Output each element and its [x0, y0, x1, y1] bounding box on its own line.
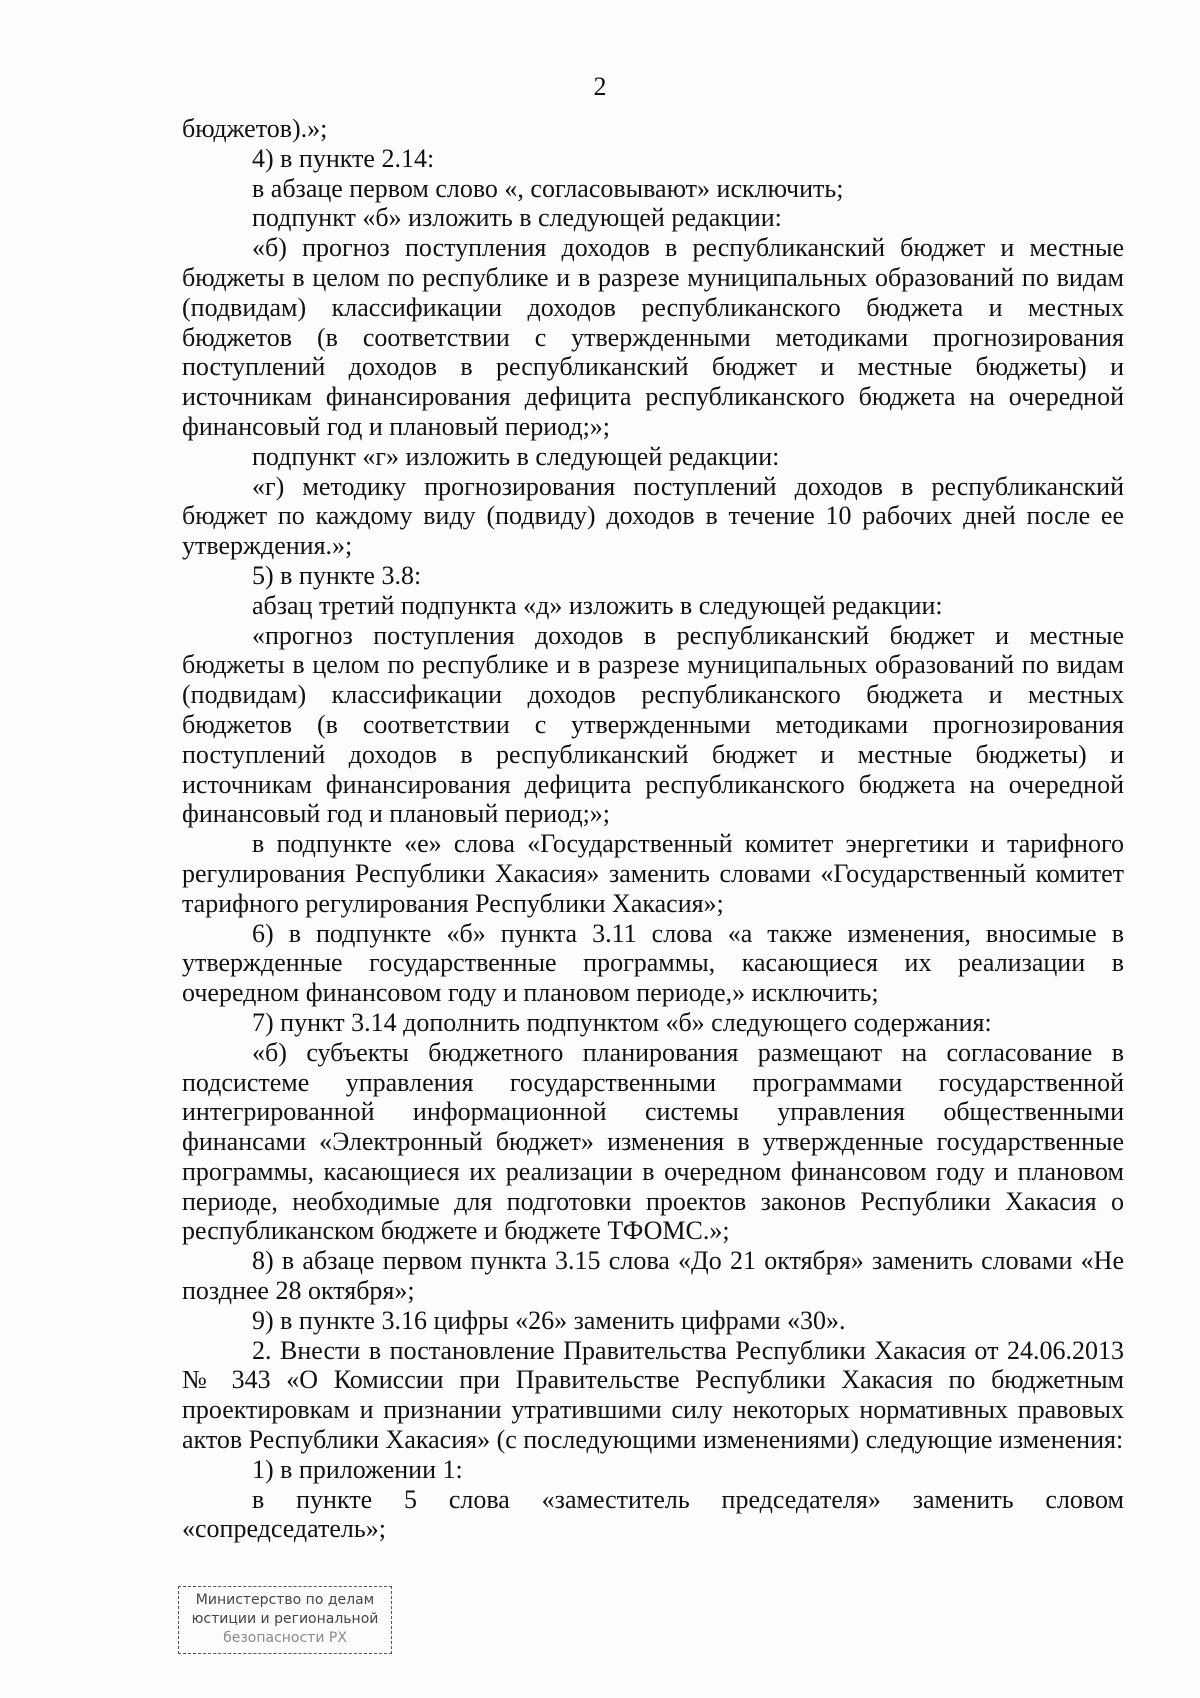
paragraph-subitem-b-intro: подпункт «б» изложить в следующей редакции:: [252, 203, 782, 233]
paragraph-section-2: 2. Внести в постановление Правительства Республики Хакасия от 24.06.2013 № 343 «О Комиссии при Правительстве Республики Хакасия по бюджетным проектировкам и признании утратившими силу некоторых нормативных правовых актов Республики Хакасия» (с последующими изменениями) следующие изменения:: [182, 1335, 1124, 1455]
paragraph-item-9: 9) в пункте 3.16 цифры «26» заменить цифрами «30».: [252, 1305, 846, 1335]
document-body: [182, 114, 1124, 1544]
paragraph-budgets-end: бюджетов).»;: [182, 114, 328, 143]
stamp-line-3: безопасности РХ: [223, 1630, 347, 1646]
paragraph-subitem-g-intro: подпункт «г» изложить в следующей редакции:: [252, 441, 780, 471]
stamp-line-2: юстиции и региональной: [191, 1611, 379, 1627]
registration-stamp: [178, 1586, 392, 1654]
paragraph-subjects-text: «б) субъекты бюджетного планирования размещают на согласование в подсистеме управления государственными программами государственной интегрированной информационной системы управления общественными финансами «Электронный бюджет» изменения в утвержденные государственные программы, касающиеся их реализации в очередном финансовом году и плановом периоде, необходимые для подготовки проектов законов Республики Хакасия о республиканском бюджете и бюджете ТФОМС.»;: [182, 1037, 1124, 1246]
paragraph-item-8: 8) в абзаце первом пункта 3.15 слова «До 21 октября» заменить словами «Не позднее 28 октября»;: [182, 1246, 1124, 1306]
paragraph-appendix-1: 1) в приложении 1:: [252, 1454, 463, 1484]
paragraph-subitem-b-text: «б) прогноз поступления доходов в республиканский бюджет и местные бюджеты в целом по республике и в разрезе муниципальных образований по видам (подвидам) классификации доходов республиканского бюджета и местных бюджетов (в соответствии с утвержденными методиками прогнозирования поступлений доходов в республиканский бюджет и местные бюджеты) и источникам финансирования дефицита республиканского бюджета на очередной финансовый год и плановый период;»;: [182, 233, 1124, 441]
paragraph-item-5-replace: в пункте 5 слова «заместитель председателя» заменить словом «сопредседатель»;: [182, 1484, 1124, 1544]
paragraph-item-7: 7) пункт 3.14 дополнить подпунктом «б» следующего содержания:: [252, 1007, 992, 1037]
paragraph-item-5: 5) в пункте 3.8:: [252, 560, 422, 590]
paragraph-third-abzac: абзац третий подпункта «д» изложить в следующей редакции:: [252, 590, 943, 620]
paragraph-subitem-g-text: «г) методику прогнозирования поступлений доходов в республиканский бюджет по каждому виду (подвиду) доходов в течение 10 рабочих дней после ее утверждения.»;: [182, 471, 1124, 561]
paragraph-subitem-e: в подпункте «е» слова «Государственный комитет энергетики и тарифного регулирования Республики Хакасия» заменить словами «Государственный комитет тарифного регулирования Республики Хакасия»;: [182, 829, 1124, 918]
paragraph-item-4: 4) в пункте 2.14:: [252, 143, 435, 173]
paragraph-item-6: 6) в подпункте «б» пункта 3.11 слова «а также изменения, вносимые в утвержденные государственные программы, касающиеся их реализации в очередном финансовом году и плановом периоде,» исключить;: [182, 918, 1124, 1008]
paragraph-forecast-text: «прогноз поступления доходов в республиканский бюджет и местные бюджеты в целом по республике и в разрезе муниципальных образований по видам (подвидам) классификации доходов республиканского бюджета и местных бюджетов (в соответствии с утвержденными методиками прогнозирования поступлений доходов в республиканский бюджет и местные бюджеты) и источникам финансирования дефицита республиканского бюджета на очередной финансовый год и плановый период;»;: [182, 620, 1124, 829]
page-number: 2: [593, 72, 607, 101]
stamp-line-1: Министерство по делам: [195, 1592, 375, 1608]
paragraph-first-abzac: в абзаце первом слово «, согласовывают» исключить;: [252, 173, 844, 203]
